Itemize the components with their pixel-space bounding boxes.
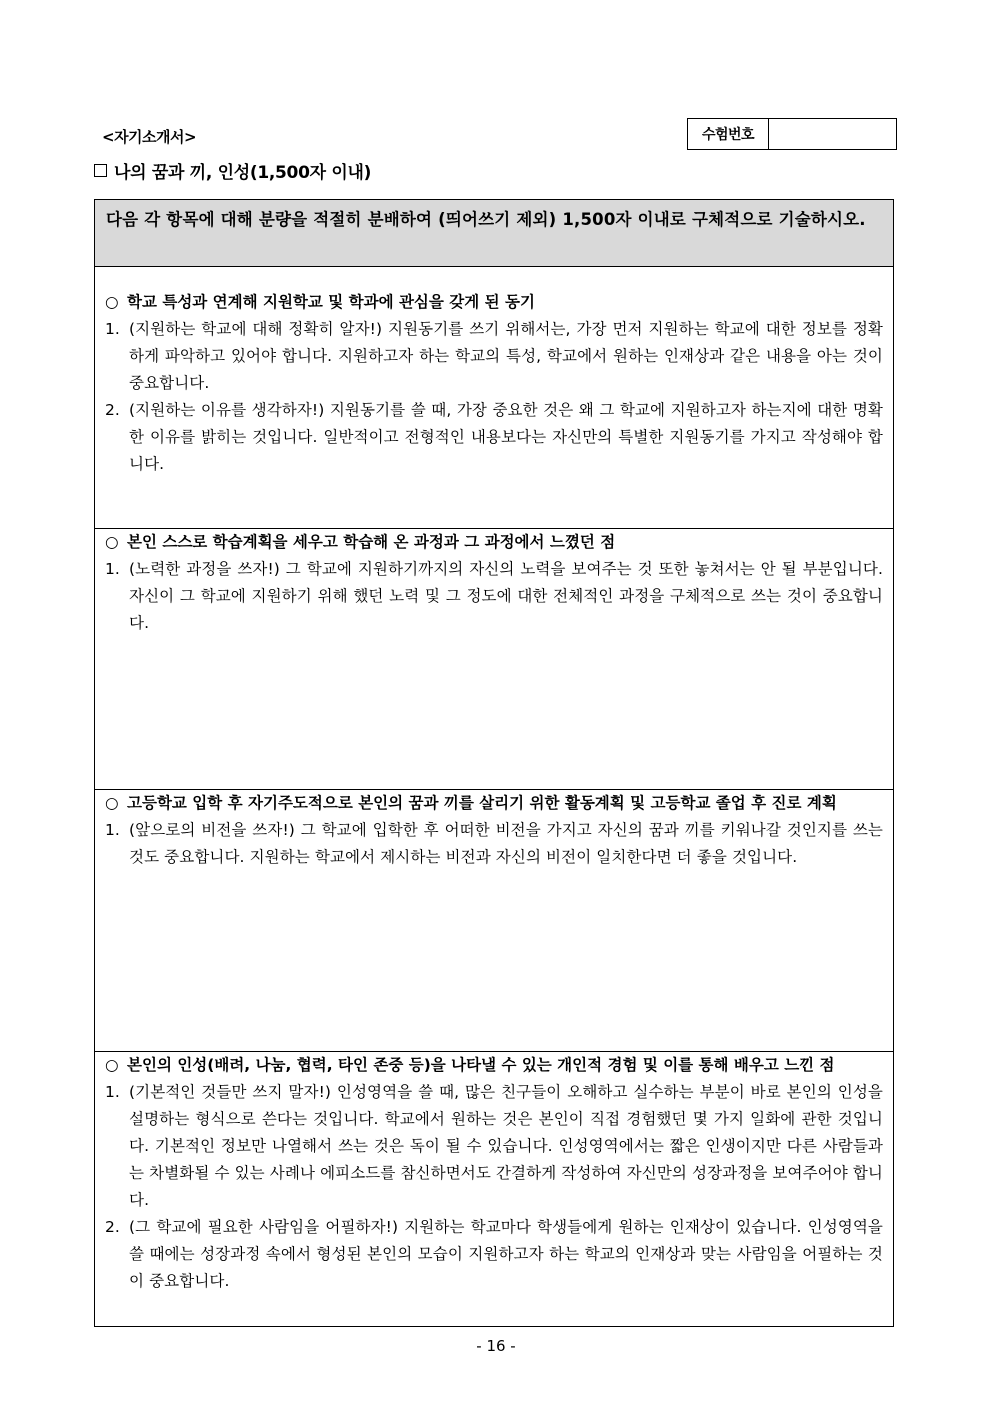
section-title-text: 나의 꿈과 끼, 인성(1,500자 이내) [114,163,372,183]
question-row-2[interactable] [95,529,893,790]
list-item-number: 1. [105,821,120,839]
exam-number-label: 수험번호 [688,119,769,149]
question-title-3 [105,790,883,817]
document-label: <자기소개서> [102,128,197,146]
circle-marker-icon: ○ [105,1056,119,1074]
question-title-1 [105,289,883,316]
list-item-text: (기본적인 것들만 쓰지 말자!) 인성영역을 쓸 때, 많은 친구들이 오해하고 실수하는 부분이 바로 본인의 인성을 설명하는 형식으로 쓴다는 것입니다. 학교에서 원하는 것은 본인이 직접 경험했던 몇 가지 일화에 관한 것입니다. 기본적인 정보만 나열해서 쓰는 것은 독이 될 수 있습니다. 인성영역에서는 짧은 인생이지만 다른 사람들과는 차별화될 수 있는 사례나 에피소드를 참신하면서도 간결하게 작성하여 자신만의 성장과정을 보여주어야 합니다. [129,1083,883,1209]
checkbox-icon [94,164,107,177]
list-item [105,1079,883,1214]
section-title [94,158,371,183]
list-item [105,1214,883,1295]
question-row-3[interactable] [95,790,893,1052]
question-row-4[interactable] [95,1052,893,1326]
list-item [105,817,883,871]
list-item-number: 1. [105,1083,120,1101]
list-item-number: 2. [105,401,120,419]
circle-marker-icon: ○ [105,293,119,311]
list-item-text: (지원하는 학교에 대해 정확히 알자!) 지원동기를 쓰기 위해서는, 가장 먼저 지원하는 학교에 대한 정보를 정확하게 파악하고 있어야 합니다. 지원하고자 하는 학교의 특성, 학교에서 원하는 인재상과 같은 내용을 아는 것이 중요합니다. [129,320,883,392]
list-item-text: (그 학교에 필요한 사람임을 어필하자!) 지원하는 학교마다 학생들에게 원하는 인재상이 있습니다. 인성영역을 쓸 때에는 성장과정 속에서 형성된 본인의 모습이 지원하고자 하는 학교의 인재상과 맞는 사람임을 어필하는 것이 중요합니다. [129,1218,883,1290]
question-title-text: 본인 스스로 학습계획을 세우고 학습해 온 과정과 그 과정에서 느꼈던 점 [127,533,616,551]
list-item-text: (노력한 과정을 쓰자!) 그 학교에 지원하기까지의 자신의 노력을 보여주는 것 또한 놓쳐서는 안 될 부분입니다. 자신이 그 학교에 지원하기 위해 했던 노력 및 그 정도에 대한 전체적인 과정을 구체적으로 쓰는 것이 중요합니다. [129,560,883,632]
question-title-text: 고등학교 입학 후 자기주도적으로 본인의 꿈과 끼를 살리기 위한 활동계획 및 고등학교 졸업 후 진로 계획 [127,794,837,812]
question-title-4 [105,1052,883,1079]
list-item-number: 1. [105,560,120,578]
list-item-text: (앞으로의 비전을 쓰자!) 그 학교에 입학한 후 어떠한 비전을 가지고 자신의 꿈과 끼를 키워나갈 것인지를 쓰는 것도 중요합니다. 지원하는 학교에서 제시하는 비전과 자신의 비전이 일치한다면 더 좋을 것입니다. [129,821,883,866]
question-title-text: 학교 특성과 연계해 지원학교 및 학과에 관심을 갖게 된 동기 [127,293,535,311]
list-item [105,556,883,637]
list-item [105,397,883,478]
list-item-number: 1. [105,320,120,338]
page-number: - 16 - [476,1337,516,1355]
question-row-1[interactable] [95,267,893,529]
list-item-text: (지원하는 이유를 생각하자!) 지원동기를 쓸 때, 가장 중요한 것은 왜 그 학교에 지원하고자 하는지에 대한 명확한 이유를 밝히는 것입니다. 일반적이고 전형적인 내용보다는 자신만의 특별한 지원동기를 가지고 작성해야 합니다. [129,401,883,473]
list-item [105,316,883,397]
instruction-header: 다음 각 항목에 대해 분량을 적절히 분배하여 (띄어쓰기 제외) 1,500자 이내로 구체적으로 기술하시오. [95,200,893,267]
circle-marker-icon: ○ [105,533,119,551]
question-title-2 [105,529,883,556]
exam-number-box [687,118,897,150]
essay-table [94,199,894,1327]
circle-marker-icon: ○ [105,794,119,812]
question-title-text: 본인의 인성(배려, 나눔, 협력, 타인 존중 등)을 나타낼 수 있는 개인적 경험 및 이를 통해 배우고 느낀 점 [127,1056,835,1074]
list-item-number: 2. [105,1218,120,1236]
exam-number-field[interactable] [769,119,896,149]
